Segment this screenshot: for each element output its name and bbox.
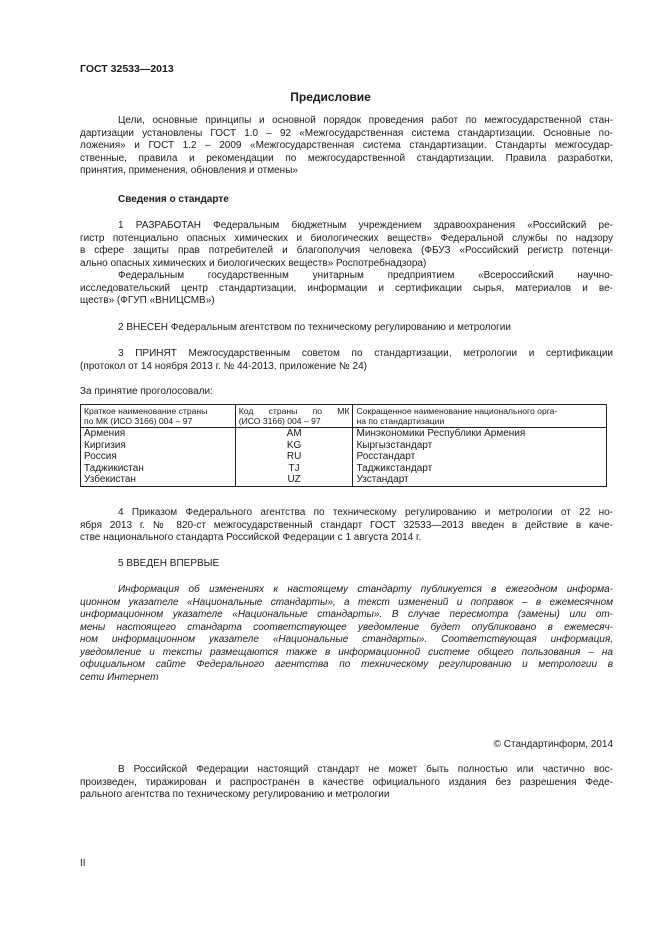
text-line: 1 РАЗРАБОТАН Федеральным бюджетным учреждением здравоохранения «Российский ре- — [118, 220, 613, 231]
item-3-paragraph — [80, 348, 613, 373]
text-line: ября 2013 г. № 820-ст межгосударственный стандарт ГОСТ 32533—2013 введен в действие в каче- — [80, 519, 613, 531]
text-line: 3 ПРИНЯТ Межгосударственным советом по стандартизации, метрологии и сертификации — [118, 348, 613, 359]
cell-code: UZ — [235, 474, 353, 486]
item-1b-paragraph — [80, 270, 613, 308]
cell-body: Кыргызстандарт — [353, 440, 607, 452]
page-number: II — [80, 858, 86, 869]
cell-body: Узстандарт — [353, 474, 607, 486]
text-line: рального агентства по техническому регулированию и метрологии — [80, 789, 390, 800]
table-row — [81, 474, 607, 486]
cell-code: RU — [235, 451, 353, 463]
text-line: уведомление и тексты размещаются также в информационной системе общего пользования – на — [80, 646, 613, 658]
text-line: Федеральным государственным унитарным предприятием «Всероссийский научно- — [118, 270, 613, 281]
text-line: дартизации установлены ГОСТ 1.0 – 92 «Межгосударственная система стандартизации. Основные по- — [80, 127, 613, 139]
header-body — [353, 405, 607, 428]
header-line: по МК (ИСО 3166) 004 – 97 — [84, 416, 193, 426]
text-line: исследовательский центр стандартизации, информации и сертификации сырья, материалов и ве- — [80, 282, 613, 294]
legal-paragraph — [80, 764, 613, 802]
page-title: Предисловие — [290, 90, 371, 104]
table-header-row — [81, 405, 607, 428]
text-line: Цели, основные принципы и основной порядок проведения работ по межгосударственной стан- — [118, 115, 613, 126]
cell-body: Таджикстандарт — [353, 463, 607, 475]
text-line: гистр потенциально опасных химических и биологических веществ» Федеральной службы по надзору — [80, 232, 613, 244]
text-line: информационном указателе «Национальные стандарты». В случае пересмотра (замены) или от- — [80, 609, 613, 620]
header-line: на по стандартизации — [356, 416, 445, 426]
doc-code-header: ГОСТ 32533—2013 — [80, 63, 174, 75]
item-4-paragraph — [80, 507, 613, 545]
header-line: Сокращенное наименование национального орга- — [356, 406, 558, 416]
text-line: ционном указателе «Национальные стандарты», а текст изменений и поправок – в ежемесячном — [80, 596, 613, 608]
item-1-paragraph — [80, 220, 613, 270]
header-code — [235, 405, 353, 428]
cell-body: Росстандарт — [353, 451, 607, 463]
text-line: В Российской Федерации настоящий стандарт не может быть полностью или частично вос- — [118, 764, 613, 775]
text-line: ственные, правила и рекомендации по межгосударственной стандартизации. Правила разработки, — [80, 152, 613, 164]
table-row — [81, 451, 607, 463]
text-line: в сфере защиты прав потребителей и благополучия человека (ФБУЗ «Российский регистр потенци- — [80, 245, 613, 256]
text-line: Информация об изменениях к настоящему стандарту публикуется в ежегодном информа- — [118, 584, 613, 595]
cell-country: Таджикистан — [81, 463, 236, 475]
vote-caption: За принятие проголосовали: — [80, 386, 213, 397]
header-line: Код страны по МК — [238, 406, 350, 416]
text-line: ном информационном указателе «Национальные стандарты». Соответствующая информация, — [80, 634, 613, 645]
text-line: (протокол от 14 ноября 2013 г. № 44-2013, приложение № 24) — [80, 360, 367, 372]
cell-country: Узбекистан — [81, 474, 236, 486]
table-row — [81, 428, 607, 440]
text-line: ществ» (ФГУП «ВНИЦСМВ») — [80, 295, 215, 306]
header-country — [81, 405, 236, 428]
cell-code: TJ — [235, 463, 353, 475]
text-line: 4 Приказом Федерального агентства по техническому регулированию и метрологии от 22 но- — [118, 507, 613, 518]
section-heading: Сведения о стандарте — [118, 194, 229, 205]
text-line: официальном сайте Федерального агентства по техническому регулированию и метрологии в — [80, 659, 613, 670]
table-row — [81, 463, 607, 475]
header-line: Краткое наименование страны — [84, 406, 208, 416]
copyright-notice: © Стандартинформ, 2014 — [493, 739, 613, 750]
header-line: (ИСО 3166) 004 – 97 — [238, 416, 321, 426]
intro-paragraph — [80, 115, 613, 178]
cell-body: Минэкономики Республики Армения — [353, 428, 607, 440]
cell-code: AM — [235, 428, 353, 440]
cell-country: Армения — [81, 428, 236, 440]
text-line: ложения» и ГОСТ 1.2 – 2009 «Межгосударственная система стандартизации. Стандарты межгосудар- — [80, 140, 613, 151]
text-line: произведен, тиражирован и распространен в качестве официального издания без разрешения Феде- — [80, 776, 613, 788]
text-line: принятия, применения, обновления и отмены» — [80, 165, 298, 176]
item-2-text: 2 ВНЕСЕН Федеральным агентством по техническому регулированию и метрологии — [118, 322, 511, 333]
vote-table — [80, 404, 607, 487]
text-line: мены настоящего стандарта соответствующее уведомление будет опубликовано в ежемесяч- — [80, 621, 613, 633]
item-5-text: 5 ВВЕДЕН ВПЕРВЫЕ — [118, 558, 220, 569]
cell-country: Киргизия — [81, 440, 236, 452]
table-row — [81, 440, 607, 452]
cell-country: Россия — [81, 451, 236, 463]
text-line: стве национального стандарта Российской Федерации с 1 августа 2014 г. — [80, 532, 422, 543]
cell-code: KG — [235, 440, 353, 452]
text-line: ально опасных химических и биологических веществ» Роспотребнадзора) — [80, 257, 427, 269]
text-line: сети Интернет — [80, 671, 159, 683]
info-paragraph — [80, 584, 613, 684]
